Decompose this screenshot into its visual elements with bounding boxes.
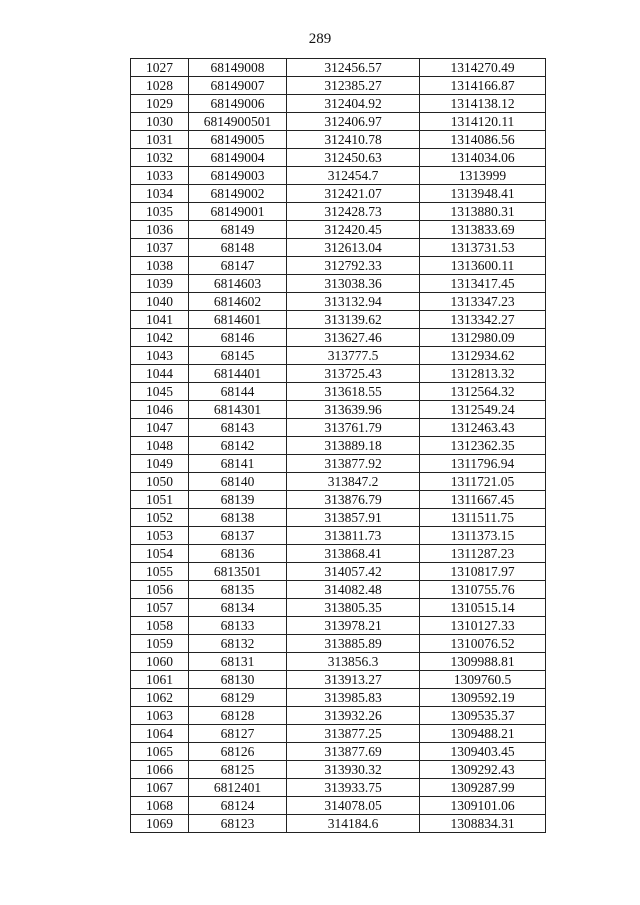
- x-coordinate-cell: 312420.45: [287, 221, 420, 239]
- table-row: [131, 563, 546, 581]
- y-coordinate-cell: 1311287.23: [420, 545, 546, 563]
- x-coordinate-cell: 312385.27: [287, 77, 420, 95]
- table-row: [131, 257, 546, 275]
- point-id-cell: 68149006: [189, 95, 287, 113]
- point-id-cell: 68149: [189, 221, 287, 239]
- y-coordinate-cell: 1314166.87: [420, 77, 546, 95]
- point-id-cell: 68137: [189, 527, 287, 545]
- point-id-cell: 68134: [189, 599, 287, 617]
- point-id-cell: 68139: [189, 491, 287, 509]
- x-coordinate-cell: 313978.21: [287, 617, 420, 635]
- table-row: [131, 491, 546, 509]
- point-id-cell: 68149001: [189, 203, 287, 221]
- point-id-cell: 68148: [189, 239, 287, 257]
- table-row: [131, 113, 546, 131]
- y-coordinate-cell: 1311667.45: [420, 491, 546, 509]
- y-coordinate-cell: 1310076.52: [420, 635, 546, 653]
- y-coordinate-cell: 1312934.62: [420, 347, 546, 365]
- table-row: [131, 779, 546, 797]
- point-id-cell: 68131: [189, 653, 287, 671]
- x-coordinate-cell: 313913.27: [287, 671, 420, 689]
- row-number-cell: 1031: [131, 131, 189, 149]
- row-number-cell: 1049: [131, 455, 189, 473]
- table-row: [131, 293, 546, 311]
- y-coordinate-cell: 1314138.12: [420, 95, 546, 113]
- x-coordinate-cell: 313985.83: [287, 689, 420, 707]
- point-id-cell: 68149002: [189, 185, 287, 203]
- y-coordinate-cell: 1311373.15: [420, 527, 546, 545]
- x-coordinate-cell: 313933.75: [287, 779, 420, 797]
- x-coordinate-cell: 312421.07: [287, 185, 420, 203]
- y-coordinate-cell: 1310755.76: [420, 581, 546, 599]
- y-coordinate-cell: 1309760.5: [420, 671, 546, 689]
- row-number-cell: 1060: [131, 653, 189, 671]
- row-number-cell: 1055: [131, 563, 189, 581]
- table-row: [131, 365, 546, 383]
- row-number-cell: 1038: [131, 257, 189, 275]
- point-id-cell: 68143: [189, 419, 287, 437]
- row-number-cell: 1064: [131, 725, 189, 743]
- table-row: [131, 815, 546, 833]
- row-number-cell: 1058: [131, 617, 189, 635]
- y-coordinate-cell: 1311511.75: [420, 509, 546, 527]
- table-row: [131, 329, 546, 347]
- y-coordinate-cell: 1313948.41: [420, 185, 546, 203]
- row-number-cell: 1042: [131, 329, 189, 347]
- table-row: [131, 455, 546, 473]
- point-id-cell: 68135: [189, 581, 287, 599]
- y-coordinate-cell: 1311721.05: [420, 473, 546, 491]
- table-row: [131, 221, 546, 239]
- table-row: [131, 743, 546, 761]
- x-coordinate-cell: 313932.26: [287, 707, 420, 725]
- row-number-cell: 1051: [131, 491, 189, 509]
- y-coordinate-cell: 1313880.31: [420, 203, 546, 221]
- y-coordinate-cell: 1309101.06: [420, 797, 546, 815]
- point-id-cell: 6812401: [189, 779, 287, 797]
- x-coordinate-cell: 312404.92: [287, 95, 420, 113]
- row-number-cell: 1036: [131, 221, 189, 239]
- x-coordinate-cell: 313877.25: [287, 725, 420, 743]
- x-coordinate-cell: 312428.73: [287, 203, 420, 221]
- point-id-cell: 68146: [189, 329, 287, 347]
- table-row: [131, 401, 546, 419]
- x-coordinate-cell: 313868.41: [287, 545, 420, 563]
- page-number: 289: [308, 31, 332, 47]
- table-row: [131, 311, 546, 329]
- point-id-cell: 68128: [189, 707, 287, 725]
- row-number-cell: 1053: [131, 527, 189, 545]
- point-id-cell: 6814401: [189, 365, 287, 383]
- point-id-cell: 68127: [189, 725, 287, 743]
- table-row: [131, 239, 546, 257]
- point-id-cell: 68145: [189, 347, 287, 365]
- row-number-cell: 1044: [131, 365, 189, 383]
- x-coordinate-cell: 313038.36: [287, 275, 420, 293]
- row-number-cell: 1040: [131, 293, 189, 311]
- table-row: [131, 185, 546, 203]
- table-row: [131, 167, 546, 185]
- y-coordinate-cell: 1309403.45: [420, 743, 546, 761]
- x-coordinate-cell: 313139.62: [287, 311, 420, 329]
- x-coordinate-cell: 313761.79: [287, 419, 420, 437]
- row-number-cell: 1066: [131, 761, 189, 779]
- table-row: [131, 383, 546, 401]
- row-number-cell: 1046: [131, 401, 189, 419]
- point-id-cell: 68132: [189, 635, 287, 653]
- table-row: [131, 545, 546, 563]
- table-row: [131, 131, 546, 149]
- x-coordinate-cell: 313857.91: [287, 509, 420, 527]
- x-coordinate-cell: 313777.5: [287, 347, 420, 365]
- y-coordinate-cell: 1310127.33: [420, 617, 546, 635]
- x-coordinate-cell: 313885.89: [287, 635, 420, 653]
- table-row: [131, 581, 546, 599]
- point-id-cell: 68149003: [189, 167, 287, 185]
- point-id-cell: 68138: [189, 509, 287, 527]
- y-coordinate-cell: 1313342.27: [420, 311, 546, 329]
- x-coordinate-cell: 312450.63: [287, 149, 420, 167]
- y-coordinate-cell: 1309988.81: [420, 653, 546, 671]
- coordinates-table: [130, 58, 546, 833]
- y-coordinate-cell: 1313347.23: [420, 293, 546, 311]
- row-number-cell: 1057: [131, 599, 189, 617]
- table-row: [131, 707, 546, 725]
- row-number-cell: 1068: [131, 797, 189, 815]
- x-coordinate-cell: 313627.46: [287, 329, 420, 347]
- x-coordinate-cell: 312410.78: [287, 131, 420, 149]
- row-number-cell: 1062: [131, 689, 189, 707]
- y-coordinate-cell: 1311796.94: [420, 455, 546, 473]
- row-number-cell: 1059: [131, 635, 189, 653]
- y-coordinate-cell: 1314120.11: [420, 113, 546, 131]
- row-number-cell: 1063: [131, 707, 189, 725]
- table-row: [131, 725, 546, 743]
- point-id-cell: 68129: [189, 689, 287, 707]
- table-row: [131, 437, 546, 455]
- x-coordinate-cell: 312406.97: [287, 113, 420, 131]
- table-row: [131, 473, 546, 491]
- point-id-cell: 68130: [189, 671, 287, 689]
- table-row: [131, 419, 546, 437]
- point-id-cell: 68123: [189, 815, 287, 833]
- table-row: [131, 77, 546, 95]
- table-row: [131, 671, 546, 689]
- point-id-cell: 68149007: [189, 77, 287, 95]
- point-id-cell: 68133: [189, 617, 287, 635]
- y-coordinate-cell: 1312980.09: [420, 329, 546, 347]
- y-coordinate-cell: 1312564.32: [420, 383, 546, 401]
- y-coordinate-cell: 1313417.45: [420, 275, 546, 293]
- row-number-cell: 1050: [131, 473, 189, 491]
- table-row: [131, 95, 546, 113]
- row-number-cell: 1048: [131, 437, 189, 455]
- point-id-cell: 68149008: [189, 59, 287, 77]
- row-number-cell: 1030: [131, 113, 189, 131]
- x-coordinate-cell: 313856.3: [287, 653, 420, 671]
- point-id-cell: 68149005: [189, 131, 287, 149]
- x-coordinate-cell: 313877.69: [287, 743, 420, 761]
- row-number-cell: 1028: [131, 77, 189, 95]
- table-row: [131, 599, 546, 617]
- x-coordinate-cell: 314057.42: [287, 563, 420, 581]
- table-row: [131, 761, 546, 779]
- y-coordinate-cell: 1312362.35: [420, 437, 546, 455]
- row-number-cell: 1065: [131, 743, 189, 761]
- table-row: [131, 527, 546, 545]
- y-coordinate-cell: 1310515.14: [420, 599, 546, 617]
- table-row: [131, 635, 546, 653]
- x-coordinate-cell: 314082.48: [287, 581, 420, 599]
- point-id-cell: 68147: [189, 257, 287, 275]
- row-number-cell: 1034: [131, 185, 189, 203]
- point-id-cell: 6814301: [189, 401, 287, 419]
- row-number-cell: 1027: [131, 59, 189, 77]
- table-row: [131, 653, 546, 671]
- y-coordinate-cell: 1312549.24: [420, 401, 546, 419]
- point-id-cell: 6814601: [189, 311, 287, 329]
- table-row: [131, 509, 546, 527]
- table-row: [131, 617, 546, 635]
- table-row: [131, 149, 546, 167]
- y-coordinate-cell: 1309488.21: [420, 725, 546, 743]
- point-id-cell: 68126: [189, 743, 287, 761]
- table-row: [131, 275, 546, 293]
- point-id-cell: 68136: [189, 545, 287, 563]
- y-coordinate-cell: 1313731.53: [420, 239, 546, 257]
- x-coordinate-cell: 312792.33: [287, 257, 420, 275]
- x-coordinate-cell: 312456.57: [287, 59, 420, 77]
- x-coordinate-cell: 313889.18: [287, 437, 420, 455]
- y-coordinate-cell: 1309592.19: [420, 689, 546, 707]
- point-id-cell: 68125: [189, 761, 287, 779]
- y-coordinate-cell: 1313600.11: [420, 257, 546, 275]
- point-id-cell: 68142: [189, 437, 287, 455]
- row-number-cell: 1045: [131, 383, 189, 401]
- row-number-cell: 1041: [131, 311, 189, 329]
- x-coordinate-cell: 313618.55: [287, 383, 420, 401]
- row-number-cell: 1067: [131, 779, 189, 797]
- coordinates-table-body: [131, 59, 546, 833]
- y-coordinate-cell: 1309535.37: [420, 707, 546, 725]
- x-coordinate-cell: 313132.94: [287, 293, 420, 311]
- row-number-cell: 1047: [131, 419, 189, 437]
- table-row: [131, 689, 546, 707]
- row-number-cell: 1035: [131, 203, 189, 221]
- y-coordinate-cell: 1313999: [420, 167, 546, 185]
- point-id-cell: 6814603: [189, 275, 287, 293]
- point-id-cell: 68124: [189, 797, 287, 815]
- row-number-cell: 1033: [131, 167, 189, 185]
- x-coordinate-cell: 312613.04: [287, 239, 420, 257]
- point-id-cell: 6813501: [189, 563, 287, 581]
- x-coordinate-cell: 313805.35: [287, 599, 420, 617]
- table-row: [131, 203, 546, 221]
- y-coordinate-cell: 1314270.49: [420, 59, 546, 77]
- point-id-cell: 68140: [189, 473, 287, 491]
- y-coordinate-cell: 1309292.43: [420, 761, 546, 779]
- y-coordinate-cell: 1308834.31: [420, 815, 546, 833]
- y-coordinate-cell: 1312813.32: [420, 365, 546, 383]
- row-number-cell: 1052: [131, 509, 189, 527]
- row-number-cell: 1043: [131, 347, 189, 365]
- x-coordinate-cell: 313877.92: [287, 455, 420, 473]
- row-number-cell: 1061: [131, 671, 189, 689]
- point-id-cell: 6814900501: [189, 113, 287, 131]
- point-id-cell: 68141: [189, 455, 287, 473]
- x-coordinate-cell: 312454.7: [287, 167, 420, 185]
- row-number-cell: 1037: [131, 239, 189, 257]
- row-number-cell: 1039: [131, 275, 189, 293]
- y-coordinate-cell: 1310817.97: [420, 563, 546, 581]
- x-coordinate-cell: 313811.73: [287, 527, 420, 545]
- row-number-cell: 1032: [131, 149, 189, 167]
- x-coordinate-cell: 313847.2: [287, 473, 420, 491]
- y-coordinate-cell: 1314034.06: [420, 149, 546, 167]
- y-coordinate-cell: 1312463.43: [420, 419, 546, 437]
- x-coordinate-cell: 313876.79: [287, 491, 420, 509]
- y-coordinate-cell: 1313833.69: [420, 221, 546, 239]
- table-row: [131, 59, 546, 77]
- y-coordinate-cell: 1309287.99: [420, 779, 546, 797]
- table-row: [131, 347, 546, 365]
- x-coordinate-cell: 313930.32: [287, 761, 420, 779]
- row-number-cell: 1069: [131, 815, 189, 833]
- point-id-cell: 68144: [189, 383, 287, 401]
- point-id-cell: 68149004: [189, 149, 287, 167]
- row-number-cell: 1056: [131, 581, 189, 599]
- row-number-cell: 1054: [131, 545, 189, 563]
- y-coordinate-cell: 1314086.56: [420, 131, 546, 149]
- x-coordinate-cell: 313725.43: [287, 365, 420, 383]
- x-coordinate-cell: 314078.05: [287, 797, 420, 815]
- x-coordinate-cell: 314184.6: [287, 815, 420, 833]
- row-number-cell: 1029: [131, 95, 189, 113]
- x-coordinate-cell: 313639.96: [287, 401, 420, 419]
- point-id-cell: 6814602: [189, 293, 287, 311]
- table-row: [131, 797, 546, 815]
